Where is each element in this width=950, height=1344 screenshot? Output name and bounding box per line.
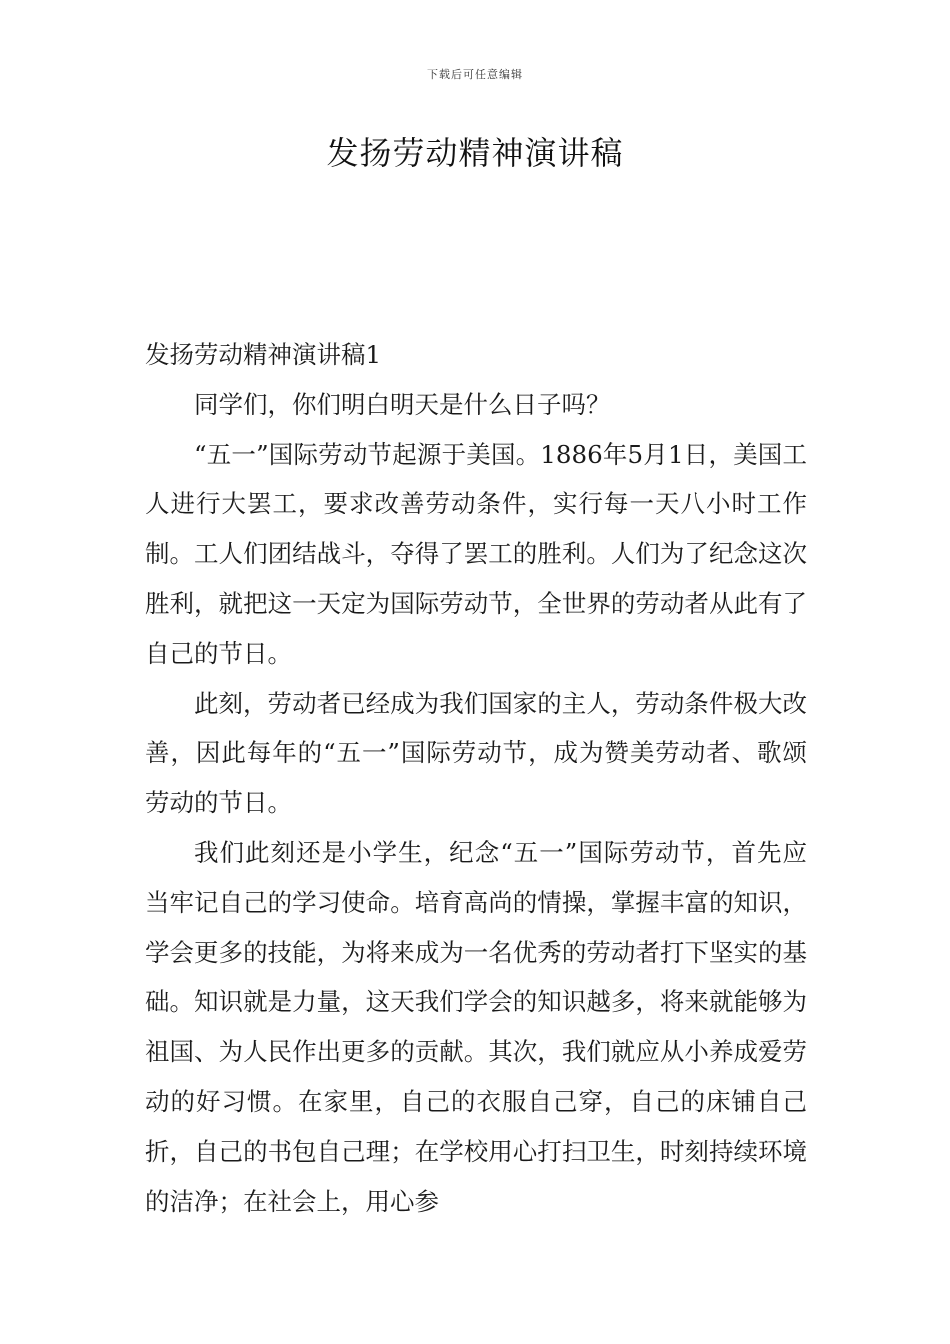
section-heading: 发扬劳动精神演讲稿1 bbox=[145, 340, 382, 369]
document-title: 发扬劳动精神演讲稿 bbox=[326, 134, 624, 172]
document-body bbox=[145, 330, 807, 1226]
paragraph-2: “五一”国际劳动节起源于美国。1886年5月1日，美国工人进行大罢工，要求改善劳动条件，实行每一天八小时工作制。工人们团结战斗，夺得了罢工的胜利。人们为了纪念这次胜利，就把这一天定为国际劳动节，全世界的劳动者从此有了自己的节日。 bbox=[145, 439, 807, 668]
paragraph-1: 同学们，你们明白明天是什么日子吗？ bbox=[194, 389, 611, 419]
header-note: 下载后可任意编辑 bbox=[427, 68, 523, 81]
paragraph-3: 此刻，劳动者已经成为我们国家的主人，劳动条件极大改善，因此每年的“五一”国际劳动节，成为赞美劳动者、歌颂劳动的节日。 bbox=[145, 688, 807, 818]
paragraph-4: 我们此刻还是小学生，纪念“五一”国际劳动节，首先应当牢记自己的学习使命。培育高尚的情操，掌握丰富的知识，学会更多的技能，为将来成为一名优秀的劳动者打下坚实的基础。知识就是力量，这天我们学会的知识越多，将来就能够为祖国、为人民作出更多的贡献。其次，我们就应从小养成爱劳动的好习惯。在家里，自己的衣服自己穿，自己的床铺自己折，自己的书包自己理；在学校用心打扫卫生，时刻持续环境的洁净；在社会上，用心参 bbox=[145, 837, 807, 1216]
